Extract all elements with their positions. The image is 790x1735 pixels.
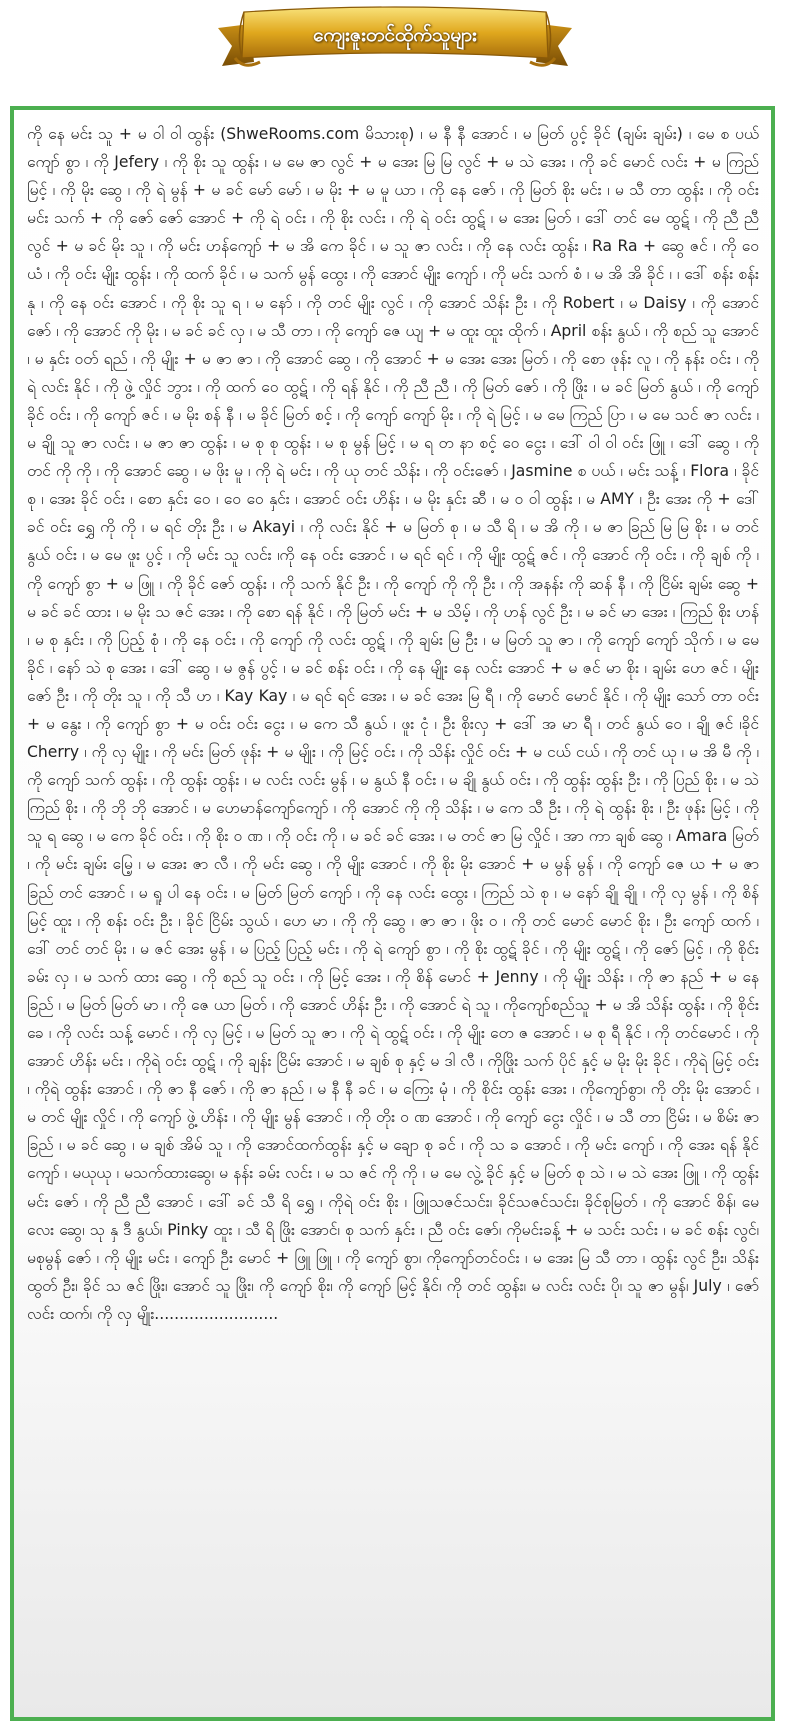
credits-panel (10, 106, 775, 1721)
banner-title: ကျေးဇူးတင်ထိုက်သူများ (313, 24, 477, 46)
header-banner (0, 0, 790, 96)
credits-text: ကို နေ မင်း သူ + မ ဝါ ဝါ ထွန်း (ShweRooms.com မိသားစု) ၊ မ နီ နီ အောင် ၊ မ မြတ် ပွင့် ခိုင် (ချမ်း ချမ်း) ၊ မေ စ ပယ် ကျော် စွာ ၊ ကို Jefery ၊ ကို စိုး သူ ထွန်း ၊ မ မေ ဇာ လွင် + မ အေး မြ မြ လွင် + မ သဲ အေး ၊ ကို ခင် မောင် လင်း + မ ကြည် မြင့် ၊ ကို မိုး ဆွေ ၊ ကို ရဲ မွန် + မ ခင် မော် မော် ၊ မ မိုး + မ မူ ယာ ၊ ကို နေ ဇော် ၊ ကို မြတ် စိုး မင်း ၊ မ သီ တာ ထွန်း ၊ ကို ဝင်း မင်း သက် + ကို ဇော် ဇော် အောင် + ကို ရဲ ဝင်း ၊ ကို စိုး လင်း ၊ ကို ရဲ ဝင်း ထွဋ် ၊ မ အေး မြတ် ၊ ဒေါ် တင် မေ ထွဋ် ၊ ကို ညီ ညီ လွင် + မ ခင် မိုး သူ ၊ ကို မင်း ဟန်ကျော် + မ အိ ကေ ခိုင် ၊ မ သူ ဇာ လင်း ၊ ကို နေ လင်း ထွန်း ၊ Ra Ra + ဆွေ ဇင် ၊ ကို ဝေ ယံ ၊ ကို ဝင်း မျိုး ထွန်း ၊ ကို ထက် ခိုင် ၊ မ သက် မွန် ထွေး ၊ ကို အောင် မျိုး ကျော် ၊ ကို မင်း သက် စံ ၊ မ အိ အိ ခိုင် ၊ ၊ ဒေါ် စန်း စန်း နု ၊ ကို နေ ဝင်း အောင် ၊ ကို စိုး သူ ရ ၊ မ နော် ၊ ကို တင် မျိုး လွင် ၊ ကို အောင် သိန်း ဦး ၊ ကို Robert ၊ မ Daisy ၊ ကို အောင် ဇော် ၊ ကို အောင် ကို မိုး ၊ မ ခင် ခင် လှ ၊ မ သီ တာ ၊ ကို ကျော် ဇေ ယျ + မ ထူး ထူး ထိုက် ၊ April စန်း နွယ် ၊ ကို စည် သူ အောင် ၊ မ နှင်း ဝတ် ရည် ၊ ကို မျိုး + မ ဇာ ဇာ ၊ ကို အောင် ဆွေ ၊ ကို အောင် + မ အေး အေး မြတ် ၊ ကို စော ဖုန်း လူ ၊ ကို နန်း ဝင်း ၊ ကို ရဲ လင်း နိုင် ၊ ကို ဖွဲ့ လှိုင် ဘွား ၊ ကို ထက် ဝေ ထွဋ် ၊ ကို ရန် နိုင် ၊ ကို ညီ ညီ ၊ ကို မြတ် ဇော် ၊ ကို ဖြိုး ၊ မ ခင် မြတ် နွယ် ၊ ကို ကျော် ခိုင် ဝင်း ၊ ကို ကျော် ဇင် ၊ မ မိုး စန် နီ ၊ မ ခိုင် မြတ် စင့် ၊ ကို ကျော် ကျော် မိုး ၊ ကို ရဲ မြင့် ၊ မ မေ ကြည် ပြာ ၊ မ မေ သင် ဇာ လင်း ၊ မ ချို သူ ဇာ လင်း ၊ မ ဇာ ဇာ ထွန်း ၊ မ စု စု ထွန်း ၊ မ စု မွန် မြင့် ၊ မ ရ တ နာ စင့် ဝေ ငွေး ၊ ဒေါ် ဝါ ဝါ ဝင်း ဖြူ ၊ ဒေါ် ဆွေ ၊ ကို တင် ကို ကို ၊ ကို အောင် ဆွေ ၊ မ ဖိုး မူ ၊ ကို ရဲ မင်း ၊ ကို ယု တင် သိန်း ၊ ကို ဝင်းဇော် ၊ Jasmine စ ပယ် ၊ မင်း သန့် ၊ Flora ၊ ခိုင် စု ၊ အေး ခိုင် ဝင်း ၊ စော နှင်း ဝေ ၊ ဝေ ဝေ နှင်း ၊ အောင် ဝင်း ဟိန်း ၊ မ မိုး နှင်း ဆီ ၊ မ ဝ ဝါ ထွန်း ၊ မ AMY ၊ ဦး အေး ကို + ဒေါ် ခင် ဝင်း ရွှေ ကို ကို ၊ မ ရင် တိုး ဦး ၊ မ Akayi ၊ ကို လင်း နိုင် + မ မြတ် စု ၊ မ သီ ရိ ၊ မ အိ ကို ၊ မ ဇာ ခြည် မြ မြ စိုး ၊ မ တင် နွယ် ဝင်း ၊ မ မေ ဖူး ပွင့် ၊ ကို မင်း သူ လင်း ၊ကို နေ ဝင်း အောင် ၊ မ ရင် ရင် ၊ ကို မျိုး ထွဋ် ဇင် ၊ ကို အောင် ကို ဝင်း ၊ ကို ချစ် ကို ၊ ကို ကျော် စွာ + မ ဖြူ ၊ ကို ခိုင် ဇော် ထွန်း ၊ ကို သက် နိုင် ဦး ၊ ကို ကျော် ကို ကို ဦး ၊ ကို အနန်း ကို ဆန် နီ ၊ ကို ငြိမ်း ချမ်း ဆွေ + မ ခင် ခင် ထား ၊ မ မိုး သ ဇင် အေး ၊ ကို စော ရန် နိုင် ၊ ကို မြတ် မင်း + မ သိမ့် ၊ ကို ဟန် လွင် ဦး ၊ မ ခင် မာ အေး ၊ ကြည် စိုး ဟန် ၊ မ စု နှင်း ၊ ကို ပြည့် စုံ ၊ ကို နေ ဝင်း ၊ ကို ကျော် ကို လင်း ထွဋ် ၊ ကို ချမ်း မြ ဦး ၊ မ မြတ် သူ ဇာ ၊ ကို ကျော် ကျော် သိုက် ၊ မ မေ ခိုင် ၊ နော် သဲ စု အေး ၊ ဒေါ် ဆွေ ၊ မ ဇွန် ပွင့် ၊ မ ခင် စန်း ဝင်း ၊ ကို နေ မျိုး နေ လင်း အောင် + မ ဇင် မာ စိုး ၊ ချမ်း ဟေ ဇင် ၊ မျိုး ဇော် ဦး ၊ ကို တိုး သူ ၊ ကို သီ ဟ ၊ Kay Kay ၊ မ ရင် ရင် အေး ၊ မ ခင် အေး မြ ရီ ၊ ကို မောင် မောင် နိုင် ၊ ကို မျိုး သော် တာ ဝင်း + မ နွေး ၊ ကို ကျော် စွာ + မ ဝင်း ဝင်း ငွေး ၊ မ ကေ သီ နွယ် ၊ ဖူး ငုံ ၊ ဦး စိုးလှ + ဒေါ် အ မာ ရီ ၊ တင် နွယ် ဝေ ၊ ချို ဇင် ၊ခိုင် Cherry ၊ ကို လှ မျိုး ၊ ကို မင်း မြတ် ဖုန်း + မ မျိုး ၊ ကို မြင့် ဝင်း ၊ ကို သိန်း လှိုင် ဝင်း + မ ငယ် ငယ် ၊ ကို တင် ယု ၊ မ အိ မီ ကို ၊ ကို ကျော် သက် ထွန်း ၊ ကို ထွန်း ထွန်း ၊ မ လင်း လင်း မွန် ၊ မ နွယ် နီ ဝင်း ၊ မ ချို နွယ် ဝင်း ၊ ကို ထွန်း ထွန်း ဦး ၊ ကို ပြည် စိုး ၊ မ သဲ ကြည် စိုး ၊ ကို ဘို ဘို အောင် ၊ မ ဟေမာန်ကျော်ကျော် ၊ ကို အောင် ကို ကို သိန်း ၊ မ ကေ သီ ဦး ၊ ကို ရဲ ထွန်း စိုး ၊ ဦး ဖုန်း မြင့် ၊ ကို သူ ရ ဆွေ ၊ မ ကေ ခိုင် ဝင်း ၊ ကို စိုး ဝ ဏ ၊ ကို ဝင်း ကို ၊ မ ခင် ခင် အေး ၊ မ တင် ဇာ မြ လှိုင် ၊ အာ ကာ ချစ် ဆွေ ၊ Amara မြတ် ၊ ကို မင်း ချမ်း မြေ့ ၊ မ အေး ဇာ လီ ၊ ကို မင်း ဆွေ ၊ ကို မျိုး အောင် ၊ ကို စိုး မိုး အောင် + မ မွန် မွန် ၊ ကို ကျော် ဇေ ယ + မ ဇာ ခြည် တင် အောင် ၊ မ ရူ ပါ နေ ဝင်း ၊ မ မြတ် မြတ် ကျော် ၊ ကို နေ လင်း ထွေး ၊ ကြည် သဲ စု ၊ မ နော် ချို ချို ၊ ကို လှ မွန် ၊ ကို စိန် မြင့် ထူး ၊ ကို စန်း ဝင်း ဦး ၊ ခိုင် ငြိမ်း သွယ် ၊ ဟေ မာ ၊ ကို ကို ဆွေ ၊ ဇာ ဇာ ၊ ဖိုး ဝ ၊ ကို တင် မောင် မောင် စိုး ၊ ဦး ကျော် ထက် ၊ ဒေါ် တင် တင် မိုး ၊ မ ဇင် အေး မွန် ၊ မ ပြည့် ပြည့် မင်း ၊ ကို ရဲ ကျော် စွာ ၊ ကို စိုး ထွဋ် ခိုင် ၊ ကို မျိုး ထွဋ် ၊ ကို ဇော် မြင့် ၊ ကို စိုင်း ခမ်း လှ ၊ မ သက် ထား ဆွေ ၊ ကို စည် သူ ဝင်း ၊ ကို မြင့် အေး ၊ ကို စိန် မောင် + Jenny ၊ ကို မျိုး သိန်း ၊ ကို ဇာ နည် + မ နေ ခြည် ၊ မ မြတ် မြတ် မာ ၊ ကို ဇေ ယာ မြတ် ၊ ကို အောင် ဟိန်း ဦး ၊ ကို အောင် ရဲ သူ ၊ ကိုကျော်စည်သူ + မ အိ သိန်း ထွန်း ၊ ကို စိုင်း ခေ ၊ ကို လင်း သန့် မောင် ၊ ကို လှ မြင့် ၊ မ မြတ် သူ ဇာ ၊ ကို ရဲ ထွဋ် ဝင်း ၊ ကို မျိုး တေ ဇ အောင် ၊ မ စု ရီ နိုင် ၊ ကို တင်မောင် ၊ ကို အောင် ဟိန်း မင်း ၊ ကိုရဲ ဝင်း ထွဋ် ၊ ကို ချန်း ငြိမ်း အောင် ၊ မ ချစ် စု နှင့် မ ဒါ လီ ၊ ကိုဖြိုး သက် ပိုင် နှင့် မ မိုး မိုး ခိုင် ၊ ကိုရဲ မြင့် ဝင်း ၊ ကိုရဲ ထွန်း အောင် ၊ ကို ဇာ နီ ဇော် ၊ ကို ဇာ နည် ၊ မ နီ နီ ခင် ၊ မ ကြေး မုံ ၊ ကို စိုင်း ထွန်း အေး ၊ ကိုကျော်စွာ၊ ကို တိုး မိုး အောင် ၊ မ တင် မျိုး လှိုင် ၊ ကို ကျော် ဖွဲ့ ဟိန်း ၊ ကို မျိုး မွန် အောင် ၊ ကို တိုး ဝ ဏ အောင် ၊ ကို ကျော် ငွေး လှိုင် ၊ မ သီ တာ ငြိမ်း ၊ မ စိမ်း ဇာ ခြည် ၊ မ ခင် ဆွေ ၊ မ ချစ် အိမ် သူ ၊ ကို အောင်ထက်ထွန်း နှင့် မ ချော စု ခင် ၊ ကို သ ခ အောင် ၊ ကို မင်း ကျော် ၊ ကို အေး ရန် နိုင် ကျော် ၊ မယုယု ၊ မသက်ထားဆွေ၊ မ နန်း ခမ်း လင်း ၊ မ သ ဇင် ကို ကို ၊ မ မေ လွဲ့ ခိုင် နှင့် မ မြတ် စု သဲ ၊ မ သဲ အေး ဖြူ ၊ ကို ထွန်း မင်း ဇော် ၊ ကို ညီ ညီ အောင် ၊ ဒေါ် ခင် သီ ရိ ရွှေ ၊ ကိုရဲ ဝင်း စိုး ၊ ဖြူသဇင်သင်း၊ ခိုင်သဇင်သင်း၊ ခိုင်စုမြတ် ၊ ကို အောင် စိန်၊ မေ လေး ဆွေ၊ သု နှ ဒီ နွယ်၊ Pinky ထူး ၊ သီ ရိ ဖြိုး အောင်၊ စု သက် နှင်း ၊ ညီ ဝင်း ဇော်၊ ကိုမင်းခန့် + မ သင်း သင်း ၊ မ ခင် စန်း လွင်၊ မစုမွန် ဇော် ၊ ကို မျိုး မင်း ၊ ကျော် ဦး မောင် + ဖြူ ဖြူ ၊ ကို ကျော် စွာ၊ ကိုကျော်တင်ဝင်း ၊ မ အေး မြ သီ တာ ၊ ထွန်း လွင် ဦး၊ သိန်း ထွတ် ဦး၊ ခိုင် သ ဇင် ဖြိုး၊ အောင် သူ ဖြိုး၊ ကို ကျော် စိုး၊ ကို ကျော် မြင့် နိုင်၊ ကို တင် ထွန်း၊ မ လင်း လင်း ပို၊ သူ ဇာ မွန်၊ July ၊ ဇော် လင်း ထက်၊ ကို လှ မျိုး......................... (27, 125, 759, 1323)
